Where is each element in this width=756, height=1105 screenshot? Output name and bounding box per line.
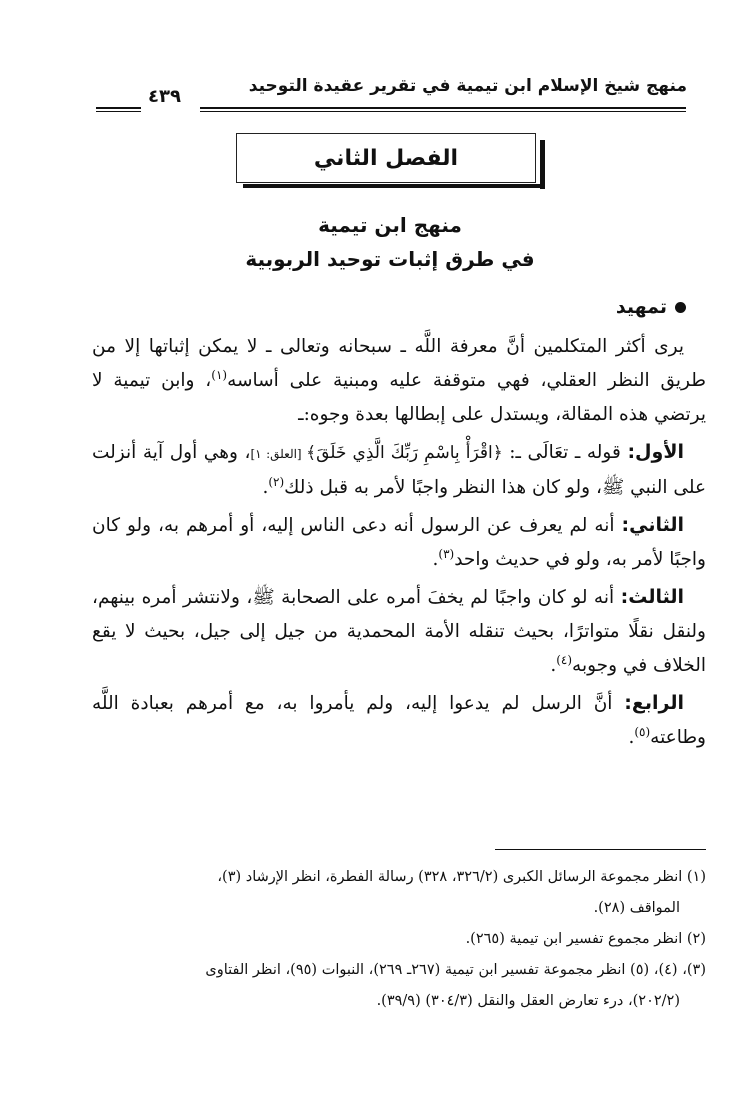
footnote-1: (١) انظر مجموعة الرسائل الكبرى (٣٢٦/٢، ٣٢٨) رسالة الفطرة، انظر الإرشاد (٣)، — [217, 869, 706, 885]
paragraph-lead: الأول: — [627, 441, 684, 463]
chapter-box-shadow — [540, 140, 545, 189]
footnote-ref: (٣) — [438, 546, 455, 561]
page-number: ٤٣٩ — [148, 86, 181, 107]
paragraph-text: . — [628, 727, 635, 748]
paragraph-text: أنه لو كان واجبًا لم يخفَ أمره على الصحابة ﷺ، ولانتشر أمره بينهم، ولنقل نقلًا متواترًا، بحيث تنقله الأمة المحمدية من جيل إلى جيل، بحيث لا يقع الخلاف في وجوبه — [92, 587, 706, 676]
footnote-3: (٣)، (٤)، (٥) انظر مجموعة تفسير ابن تيمية (٢٦٧ـ ٢٦٩)، النبوات (٩٥)، انظر الفتاوى — [205, 962, 706, 978]
paragraph-second — [92, 508, 706, 577]
paragraph-text: أنه لم يعرف عن الرسول أنه دعى الناس إليه، أو أمرهم به، ولو كان واجبًا لأمر به، ولو في حديث واحد — [92, 515, 706, 570]
quran-verse: ﴿اقْرَأْ بِاسْمِ رَبِّكَ الَّذِي خَلَقَ﴾ — [306, 443, 503, 463]
paragraph-text: . — [262, 477, 269, 498]
footnote-1-continued: المواقف (٢٨). — [593, 900, 680, 916]
footnote-3-continued: (٢٠٢/٢)، درء تعارض العقل والنقل (٣٠٤/٣) (٣٩/٩). — [376, 993, 680, 1009]
paragraph-fourth — [92, 686, 706, 755]
intro-heading-text: تمهيد — [615, 296, 667, 318]
paragraph-text: ، وهي أول آية أنزلت على النبي ﷺ، ولو كان هذا النظر واجبًا لأمر به قبل ذلك — [92, 442, 706, 498]
body-text — [92, 330, 706, 758]
header-rule — [200, 107, 686, 112]
footnote-ref: (٢) — [268, 474, 285, 489]
intro-heading — [616, 296, 686, 318]
paragraph-first — [92, 435, 706, 505]
chapter-box-shadow-bottom — [243, 184, 545, 188]
paragraph-third — [92, 580, 706, 683]
footnote-separator — [495, 849, 706, 850]
chapter-title: الفصل الثاني — [313, 145, 459, 171]
paragraph-text: يرى أكثر المتكلمين أنَّ معرفة اللَّه ـ سبحانه وتعالى ـ لا يمكن إثباتها إلا من طريق النظر العقلي، فهي متوقفة عليه ومبنية على أساسه — [92, 336, 706, 391]
section-title-line-2: في طرق إثبات توحيد الربوبية — [245, 247, 535, 271]
footnote-ref: (٤) — [556, 652, 573, 667]
paragraph-text: أنَّ الرسل لم يدعوا إليه، ولم يأمروا به، مع أمرهم بعبادة اللَّه وطاعته — [92, 693, 706, 748]
paragraph-text: . — [550, 655, 557, 676]
paragraph-text: قوله ـ تعَالَى ـ: — [502, 442, 628, 463]
paragraph-text: . — [432, 549, 439, 570]
running-head — [96, 76, 687, 107]
section-title-line-1: منهج ابن تيمية — [318, 213, 462, 237]
paragraph-intro — [92, 330, 706, 432]
paragraph-text: ، وابن تيمية لا يرتضي هذه المقالة، ويستدل على إبطالها بعدة وجوه:ـ — [92, 370, 706, 425]
paragraph-lead: الثاني: — [621, 514, 684, 536]
footnotes — [92, 862, 706, 1017]
footnote-ref: (٥) — [634, 724, 651, 739]
footnote-ref: (١) — [211, 367, 228, 382]
chapter-title-box — [236, 133, 536, 183]
header-rule-short — [96, 107, 141, 112]
footnote-2: (٢) انظر مجموع تفسير ابن تيمية (٢٦٥). — [465, 931, 706, 947]
paragraph-lead: الثالث: — [620, 586, 684, 608]
bullet-icon — [675, 302, 686, 313]
verse-reference: [العلق: ١] — [250, 447, 307, 461]
running-title: منهج شيخ الإسلام ابن تيمية في تقرير عقيدة التوحيد — [248, 76, 687, 96]
paragraph-lead: الرابع: — [624, 692, 684, 714]
